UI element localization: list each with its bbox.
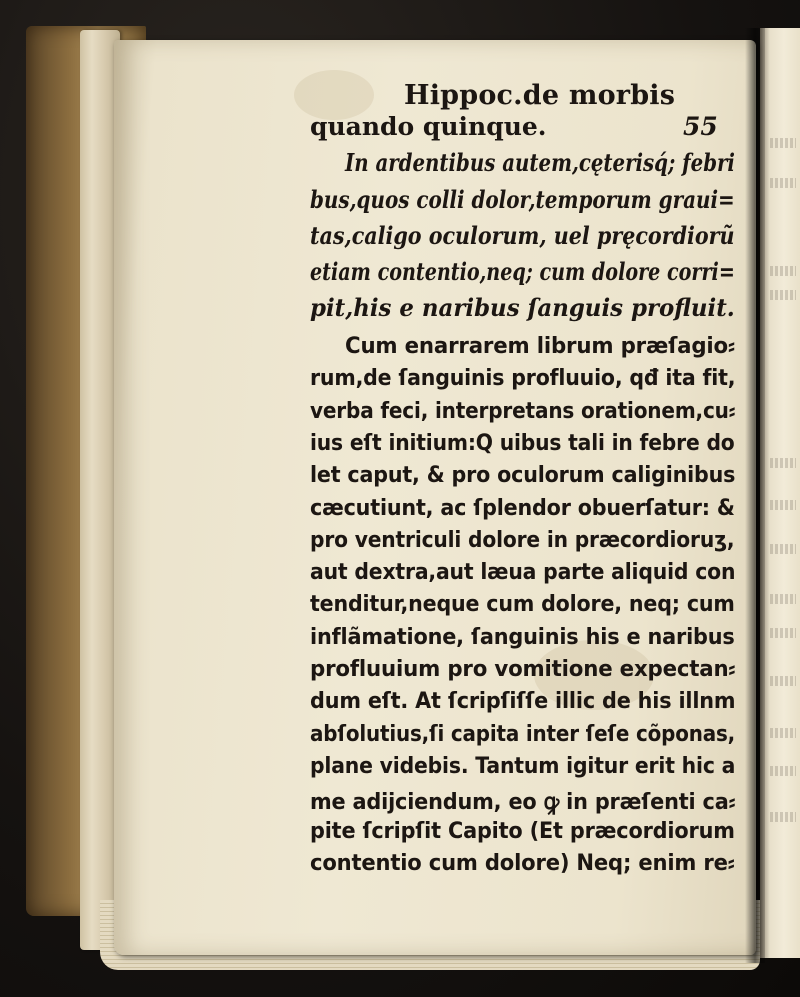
page-number: 55 (683, 112, 718, 141)
commentary-line: verba feci, interpretans orationem,cu⸗ (310, 397, 736, 424)
commentary-line: tenditur,neque cum dolore, neq; cum (310, 591, 735, 618)
commentary-line: let caput, & pro oculorum caliginibus (310, 462, 736, 489)
quotation-line: etiam contentio,neq; cum dolore corri= (310, 257, 735, 286)
quotation-line: pit,his e naribus ſanguis profluit. (310, 293, 735, 322)
commentary-line: inflãmatione, ſanguinis his e naribus (310, 623, 735, 650)
commentary-line: me adijciendum, eo ꝙ in præſenti ca⸗ (310, 789, 736, 816)
sub-head: quando quinque. (310, 112, 547, 141)
commentary-line: cæcutiunt, ac ſplendor obuerſatur: & (310, 494, 735, 521)
commentary-line: aut dextra,aut læua parte aliquid con (310, 559, 736, 586)
commentary-line: pro ventriculi dolore in præcordioruʒ, (310, 526, 735, 553)
commentary-line: profluuium pro vomitione expectan⸗ (310, 656, 736, 682)
commentary-line: contentio cum dolore) Neq; enim re⸗ (310, 849, 735, 876)
commentary-line: abſolutius,ſi capita inter ſeſe cõponas, (310, 720, 736, 747)
quotation-line: bus,quos colli dolor,temporum graui= (310, 185, 735, 214)
commentary-line: pite ſcripſit Capito (Et præcordiorum (310, 817, 735, 844)
quotation-line: In ardentibus autem,cęterisq́; febri (345, 148, 735, 177)
gutter-shadow (745, 28, 765, 963)
facing-page (760, 28, 800, 958)
commentary-line: rum,de ſanguinis profluuio, qđ ita fit, (310, 365, 736, 392)
commentary-line: dum eſt. At ſcripſiſſe illic de his illnm (310, 688, 736, 715)
commentary-line: plane videbis. Tantum igitur erit hic a (310, 752, 736, 779)
quotation-line: tas,caligo oculorum, uel pręcordiorũ (310, 221, 735, 250)
commentary-line: ius eſt initium:Q uibus tali in febre do (310, 429, 735, 456)
running-head: Hippoc.de morbis (404, 80, 676, 111)
commentary-line: Cum enarrarem librum præſagio⸗ (345, 333, 735, 359)
